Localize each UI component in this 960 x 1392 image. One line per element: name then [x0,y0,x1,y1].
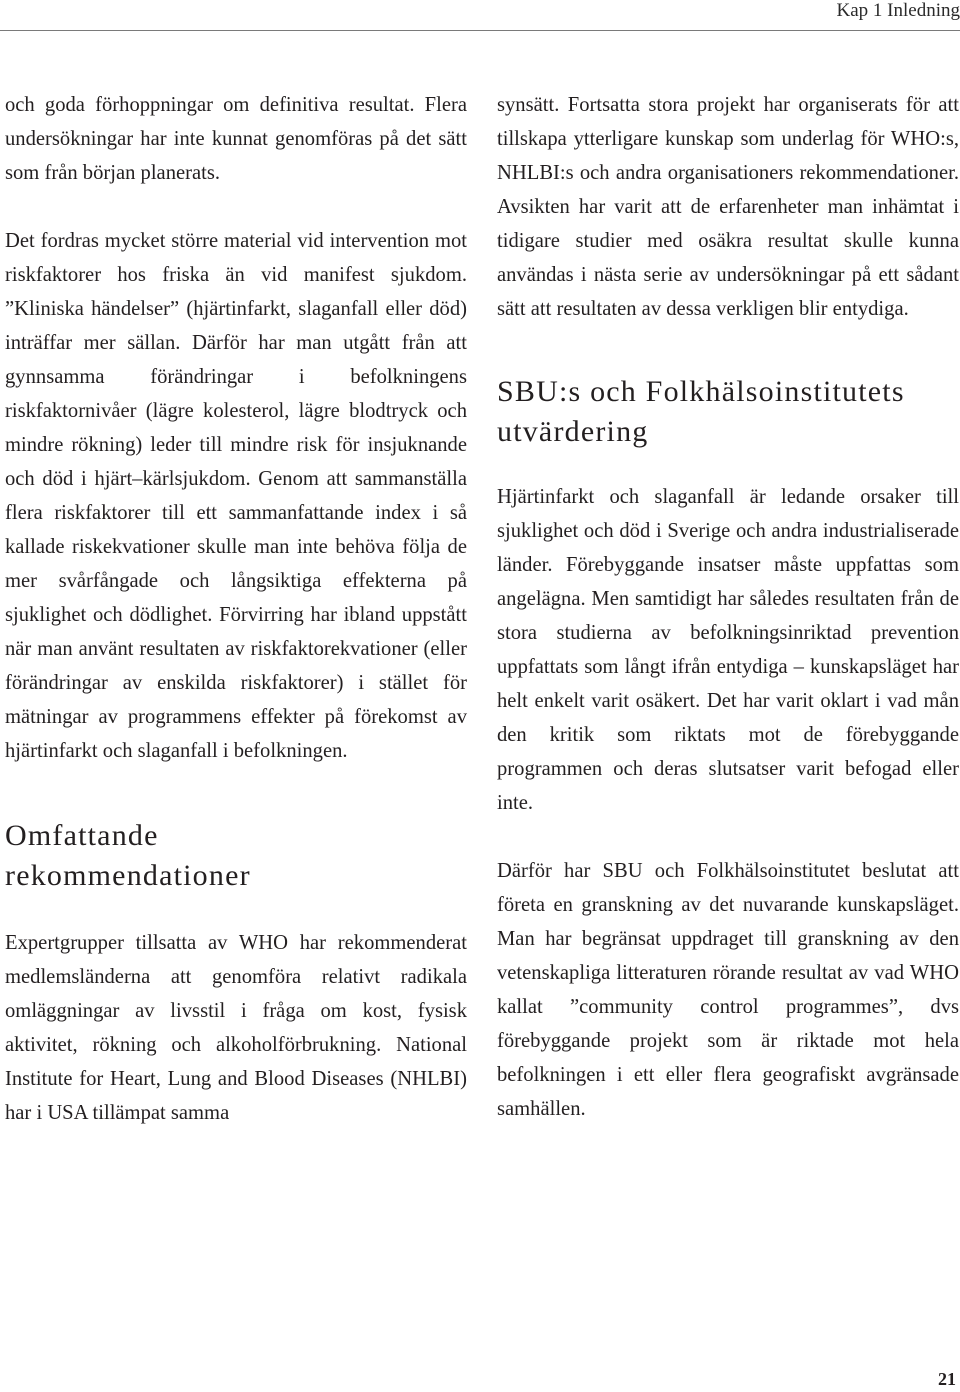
section-heading-omfattande-rekommendationer [5,816,467,896]
section-heading-line: Omfattande [5,819,159,852]
body-paragraph: Det fordras mycket större material vid intervention mot riskfaktorer hos friska än vid manifest sjukdom. ”Kliniska händelser” (hjärtinfarkt, slaganfall eller död) inträffar mer sällan. Därför har man utgått från att gynnsamma förändringar i befolkningens riskfaktornivåer (lägre kolesterol, lägre blodtryck och mindre rökning) leder till mindre risk för insjuknande och död i hjärt–kärlsjukdom. Genom att sammanställa flera riskfaktorer till ett sammanfattande index i så kallade riskekvationer skulle man inte behöva följa de mer svårfångade och långsiktiga effekterna på sjuklighet och dödlighet. Förvirring har ibland uppstått när man använt resultaten av riskfaktorekvationer (eller förändringar av enskilda riskfaktorer) i stället för mätningar av programmens effekter på förekomst av hjärtinfarkt och slaganfall i befolkningen. [5,230,467,762]
section-heading-line: SBU:s och Folkhälsoinstitutets [497,375,905,408]
body-paragraph: Expertgrupper tillsatta av WHO har rekommenderat medlemsländerna att genomföra relativt radikala omläggningar av livsstil i fråga om kost, fysisk aktivitet, rökning och alkoholförbrukning. National Institute for Heart, Lung and Blood Diseases (NHLBI) har i USA tillämpat samma [5,932,467,1124]
right-column [497,88,959,1126]
running-header: Kap 1 Inledning [836,0,960,21]
left-column [5,88,467,1130]
body-paragraph: synsätt. Fortsatta stora projekt har organiserats för att tillskapa ytterligare kunskap som underlag för WHO:s, NHLBI:s och andra organisationers rekommendationer. Avsikten har varit att de erfarenheter man inhämtat i tidigare studier med osäkra resultat skulle kunna användas i nästa serie av undersökningar på ett sådant sätt att resultaten av dessa verkligen blir entydiga. [497,94,959,320]
body-paragraph: och goda förhoppningar om definitiva resultat. Flera undersökningar har inte kunnat genomföras på det sätt som från början planerats. [5,94,467,184]
section-heading-sbu-utvardering [497,372,959,452]
header-rule [0,30,960,31]
section-heading-line: rekommendationer [5,859,251,892]
page-number: 21 [938,1369,956,1389]
body-paragraph: Hjärtinfarkt och slaganfall är ledande orsaker till sjuklighet och död i Sverige och andra industrialiserade länder. Förebyggande insatser måste uppfattas som angelägna. Men samtidigt har således resultaten från de stora studierna av befolkningsinriktad prevention uppfattats som långt ifrån entydiga – kunskapsläget har helt enkelt varit osäkert. Det har varit oklart i vad mån den kritik som riktats mot de förebyggande programmen och deras slutsatser varit befogad eller inte. [497,486,959,814]
section-heading-line: utvärdering [497,415,649,448]
body-paragraph: Därför har SBU och Folkhälsoinstitutet beslutat att företa en granskning av det nuvarande kunskapsläget. Man har begränsat uppdraget till granskning av den vetenskapliga litteraturen rörande resultat av vad WHO kallat ”community control programmes”, dvs förebyggande projekt som är riktade mot hela befolkningen i ett eller flera geografiskt avgränsade samhällen. [497,860,959,1120]
